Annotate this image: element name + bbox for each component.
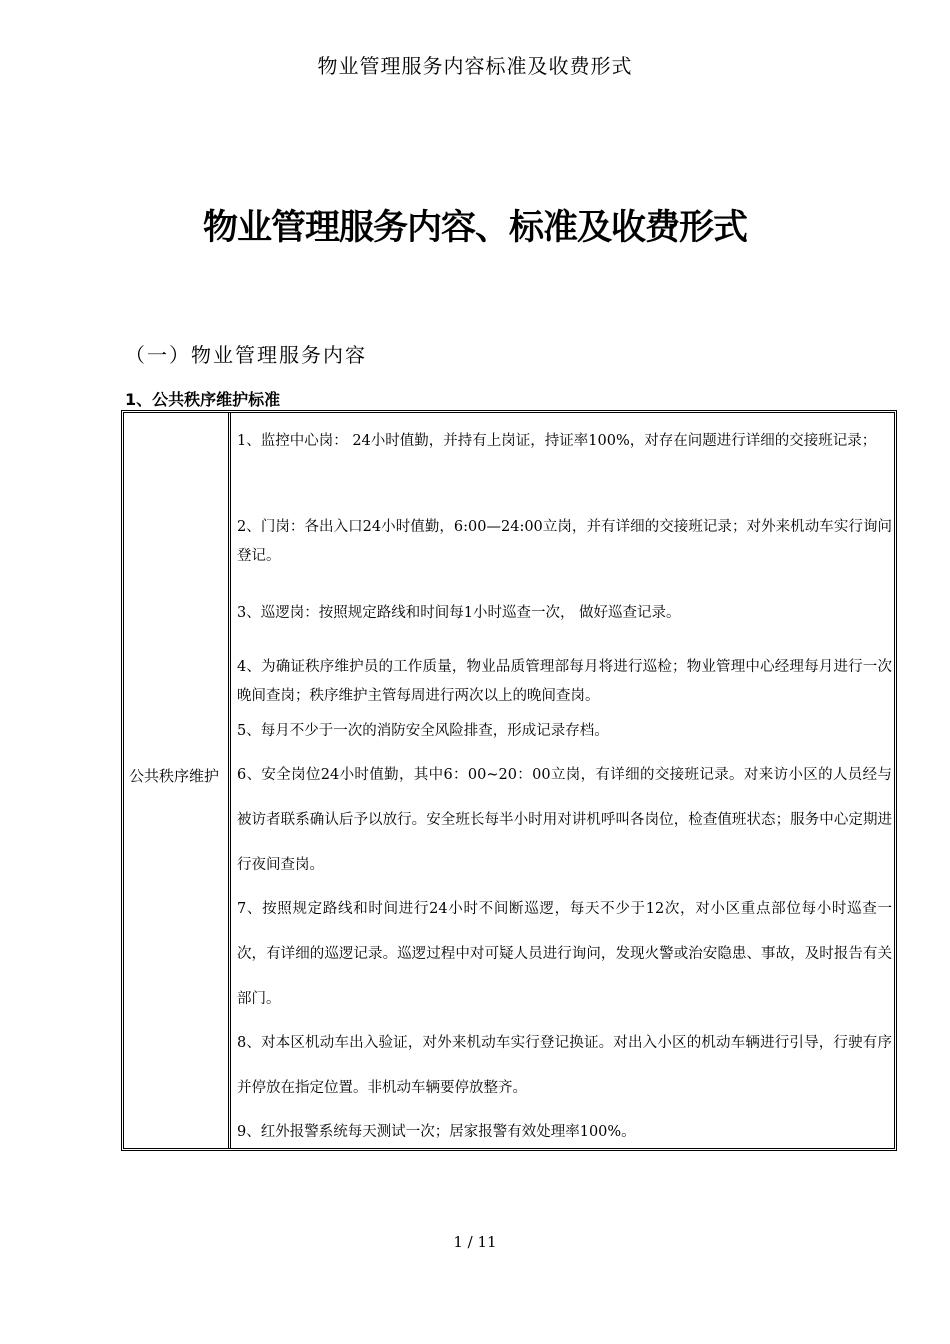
document-title: 物业管理服务内容、标准及收费形式	[202, 208, 747, 248]
standard-item-3: 3、巡逻岗：按照规定路线和时间每1小时巡查一次， 做好巡查记录。	[237, 605, 681, 621]
section-heading: （一）物业管理服务内容	[125, 343, 367, 367]
standard-item-4: 4、为确证秩序维护员的工作质量，物业品质管理部每月将进行巡检；物业管理中心经理每月进行一次晚间查岗；秩序维护主管每周进行两次以上的晚间查岗。	[237, 659, 892, 704]
standards-table	[121, 410, 897, 1151]
page-number: 1 / 11	[453, 1233, 497, 1251]
standard-item-6: 6、安全岗位24小时值勤，其中6：00~20：00立岗，有详细的交接班记录。对来访小区的人员经与被访者联系确认后予以放行。安全班长每半小时用对讲机呼叫各岗位，检查值班状态；服务中心定期进行夜间查岗。	[237, 767, 892, 873]
standard-item-7: 7、按照规定路线和时间进行24小时不间断巡逻，每天不少于12次，对小区重点部位每小时巡查一次，有详细的巡逻记录。巡逻过程中对可疑人员进行询问，发现火警或治安隐患、事故，及时报告有关部门。	[237, 901, 892, 1007]
standard-item-5: 5、每月不少于一次的消防安全风险排查，形成记录存档。	[237, 723, 609, 739]
standard-item-2: 2、门岗：各出入口24小时值勤，6:00—24:00立岗，并有详细的交接班记录；对外来机动车实行询问登记。	[237, 519, 892, 564]
running-header: 物业管理服务内容标准及收费形式	[317, 54, 633, 78]
standard-item-1: 1、监控中心岗： 24小时值勤，并持有上岗证，持证率100%，对存在问题进行详细的交接班记录；	[237, 433, 877, 449]
content-cell	[231, 413, 894, 1148]
sub-heading: 1、公共秩序维护标准	[125, 390, 281, 409]
row-label: 公共秩序维护	[129, 767, 220, 785]
row-label-cell	[124, 413, 231, 1148]
standard-item-8: 8、对本区机动车出入验证，对外来机动车实行登记换证。对出入小区的机动车辆进行引导，行驶有序并停放在指定位置。非机动车辆要停放整齐。	[237, 1035, 892, 1096]
standard-item-9: 9、红外报警系统每天测试一次；居家报警有效处理率100%。	[237, 1124, 636, 1140]
